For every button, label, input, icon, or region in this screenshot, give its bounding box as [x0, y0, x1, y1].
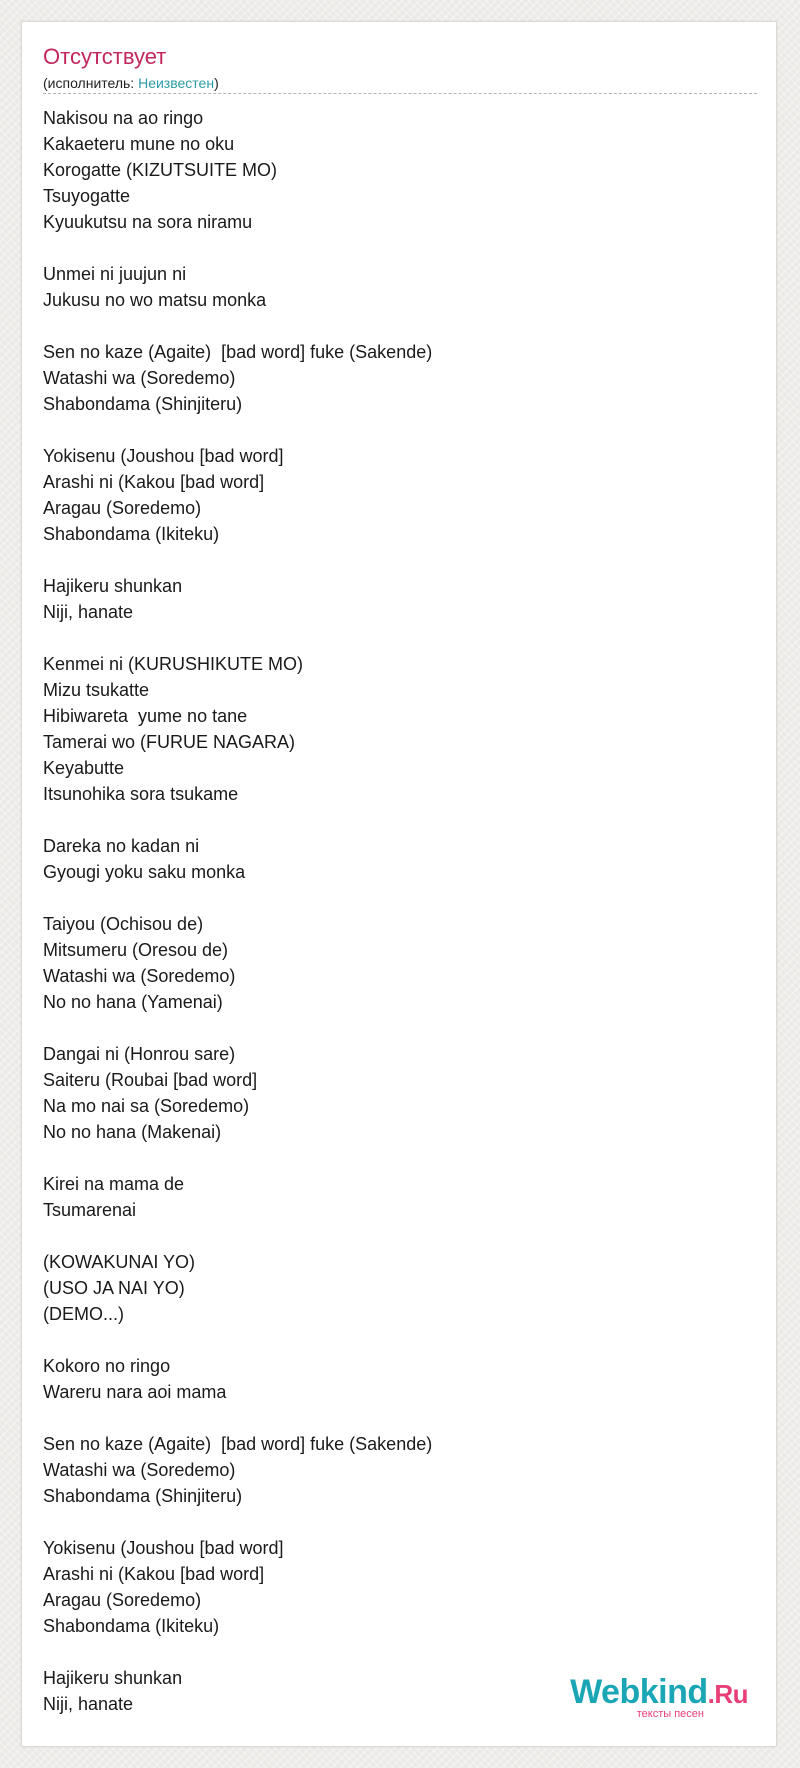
lyric-line: Yokisenu (Joushou [bad word]	[43, 1538, 284, 1558]
lyric-line: Tsumarenai	[43, 1200, 137, 1220]
lyric-line: Arashi ni (Kakou [bad word]	[43, 472, 265, 492]
lyric-line: No no hana (Makenai)	[43, 1122, 222, 1142]
watermark-brand: Webkind	[570, 1673, 708, 1711]
lyric-line: Shabondama (Ikiteku)	[43, 1616, 220, 1636]
lyrics-text	[43, 105, 743, 1717]
lyric-line: Dangai ni (Honrou sare)	[43, 1044, 236, 1064]
lyric-line: Tamerai wo (FURUE NAGARA)	[43, 732, 296, 752]
lyric-line: Taiyou (Ochisou de)	[43, 914, 204, 934]
lyric-line: Shabondama (Shinjiteru)	[43, 394, 243, 414]
lyric-line: Shabondama (Shinjiteru)	[43, 1486, 243, 1506]
lyric-line: Niji, hanate	[43, 602, 134, 622]
artist-line	[43, 74, 219, 92]
lyric-line	[43, 417, 743, 443]
watermark-tld: .Ru	[707, 1679, 748, 1709]
lyric-line: Gyougi yoku saku monka	[43, 862, 246, 882]
lyric-line: Aragau (Soredemo)	[43, 498, 202, 518]
lyric-line	[43, 1639, 743, 1665]
lyric-line	[43, 1223, 743, 1249]
watermark-wordmark	[548, 1674, 748, 1712]
lyric-line	[43, 1015, 743, 1041]
lyric-line: (USO JA NAI YO)	[43, 1278, 185, 1298]
lyric-line: (DEMO...)	[43, 1304, 124, 1324]
lyrics-card	[21, 21, 777, 1747]
lyric-line: Niji, hanate	[43, 1694, 134, 1714]
lyric-line: Kyuukutsu na sora niramu	[43, 212, 253, 232]
lyric-line	[43, 1327, 743, 1353]
lyric-line: Watashi wa (Soredemo)	[43, 1460, 236, 1480]
lyric-line: Yokisenu (Joushou [bad word]	[43, 446, 284, 466]
title-divider	[43, 93, 757, 94]
lyric-line: No no hana (Yamenai)	[43, 992, 223, 1012]
lyric-line: Aragau (Soredemo)	[43, 1590, 202, 1610]
lyric-line	[43, 313, 743, 339]
lyric-line: Arashi ni (Kakou [bad word]	[43, 1564, 265, 1584]
lyric-line: Kokoro no ringo	[43, 1356, 171, 1376]
song-title: Отсутствует	[43, 44, 167, 69]
artist-link[interactable]: Неизвестен	[138, 75, 215, 91]
lyric-line	[43, 1405, 743, 1431]
lyric-line: Mitsumeru (Oresou de)	[43, 940, 229, 960]
lyric-line: Kenmei ni (KURUSHIKUTE MO)	[43, 654, 304, 674]
lyric-line: Sen no kaze (Agaite) [bad word] fuke (Sakende)	[43, 342, 433, 362]
lyric-line: Hibiwareta yume no tane	[43, 706, 248, 726]
lyric-line: Kakaeteru mune no oku	[43, 134, 235, 154]
lyric-line	[43, 885, 743, 911]
lyric-line: Sen no kaze (Agaite) [bad word] fuke (Sakende)	[43, 1434, 433, 1454]
watermark-tagline: тексты песен	[636, 1708, 704, 1720]
site-watermark-logo	[548, 1674, 748, 1720]
lyric-line: Korogatte (KIZUTSUITE MO)	[43, 160, 278, 180]
lyric-line: Unmei ni juujun ni	[43, 264, 187, 284]
artist-prefix: (исполнитель:	[43, 75, 139, 91]
lyric-line: Saiteru (Roubai [bad word]	[43, 1070, 258, 1090]
lyric-line: Kirei na mama de	[43, 1174, 185, 1194]
lyric-line: Dareka no kadan ni	[43, 836, 200, 856]
lyric-line: Jukusu no wo matsu monka	[43, 290, 267, 310]
lyric-line	[43, 1145, 743, 1171]
lyric-line: Mizu tsukatte	[43, 680, 150, 700]
lyric-line: Nakisou na ao ringo	[43, 108, 204, 128]
lyric-line	[43, 1509, 743, 1535]
lyric-line	[43, 547, 743, 573]
lyric-line: Tsuyogatte	[43, 186, 131, 206]
lyric-line: Na mo nai sa (Soredemo)	[43, 1096, 250, 1116]
artist-suffix: )	[214, 75, 219, 91]
lyric-line	[43, 807, 743, 833]
lyric-line: Hajikeru shunkan	[43, 576, 183, 596]
lyric-line: Watashi wa (Soredemo)	[43, 966, 236, 986]
lyric-line: Shabondama (Ikiteku)	[43, 524, 220, 544]
lyric-line: (KOWAKUNAI YO)	[43, 1252, 196, 1272]
lyric-line	[43, 625, 743, 651]
lyric-line: Hajikeru shunkan	[43, 1668, 183, 1688]
lyric-line: Itsunohika sora tsukame	[43, 784, 239, 804]
lyric-line: Watashi wa (Soredemo)	[43, 368, 236, 388]
lyric-line	[43, 235, 743, 261]
lyric-line: Wareru nara aoi mama	[43, 1382, 227, 1402]
lyric-line: Keyabutte	[43, 758, 125, 778]
